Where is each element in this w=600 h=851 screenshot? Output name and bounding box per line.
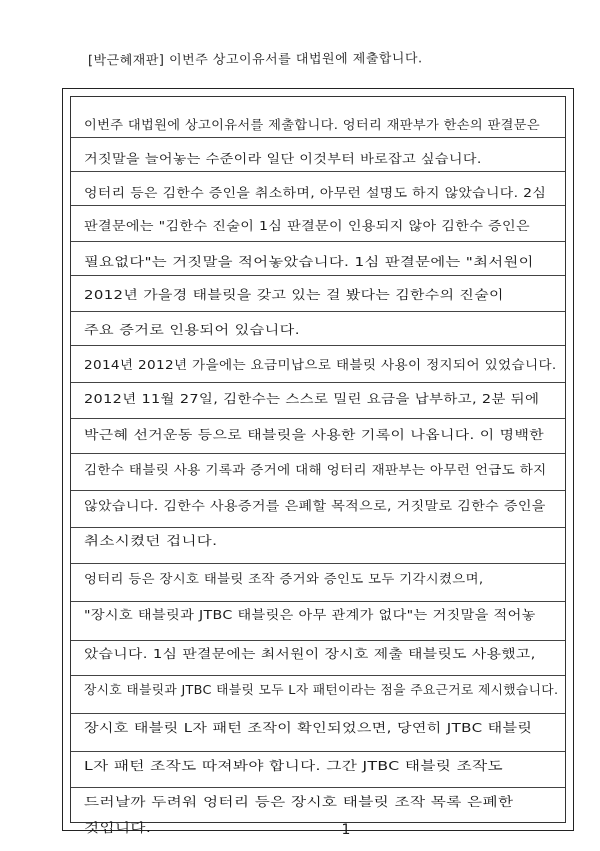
handwritten-line: 엉터리 등은 김한수 증인을 취소하며, 아무런 설명도 하지 않았습니다. 2심 bbox=[84, 185, 547, 200]
handwritten-line: 장시호 태블릿과 JTBC 태블릿 모두 L자 패턴이라는 점을 주요근거로 제시했습니다. bbox=[84, 682, 559, 697]
ruled-line bbox=[71, 563, 565, 564]
ruled-line bbox=[71, 751, 565, 752]
handwritten-line: 않았습니다. 김한수 사용증거를 은폐할 목적으로, 거짓말로 김한수 증인을 bbox=[84, 498, 546, 513]
ruled-line bbox=[71, 640, 565, 641]
ruled-line bbox=[71, 345, 565, 346]
handwritten-line: "장시호 태블릿과 JTBC 태블릿은 아무 관계가 없다"는 거짓말을 적어놓 bbox=[84, 607, 536, 622]
handwritten-line: 판결문에는 "김한수 진술이 1심 판결문이 인용되지 않아 김한수 증인은 bbox=[84, 218, 530, 233]
handwritten-line: 장시호 태블릿 L자 패턴 조작이 확인되었으면, 당연히 JTBC 태블릿 bbox=[84, 720, 533, 735]
ruled-line bbox=[71, 453, 565, 454]
handwritten-line: 2012년 11월 27일, 김한수는 스스로 밀린 요금을 납부하고, 2분 뒤에 bbox=[84, 391, 540, 406]
ruled-line bbox=[71, 490, 565, 491]
page-number: 1 bbox=[341, 822, 351, 838]
handwritten-line: 거짓말을 늘어놓는 수준이라 일단 이것부터 바로잡고 싶습니다. bbox=[84, 151, 482, 166]
ruled-line bbox=[71, 311, 565, 312]
handwritten-line: 김한수 태블릿 사용 기록과 증거에 대해 엉터리 재판부는 아무런 언급도 하지 bbox=[84, 462, 547, 477]
ruled-line bbox=[71, 418, 565, 419]
handwritten-line: 았습니다. 1심 판결문에는 최서원이 장시호 제출 태블릿도 사용했고, bbox=[84, 646, 536, 661]
handwritten-line: L자 패턴 조작도 따져봐야 합니다. 그간 JTBC 태블릿 조작도 bbox=[84, 758, 504, 773]
ruled-line bbox=[71, 241, 565, 242]
ruled-line bbox=[71, 171, 565, 172]
ruled-line bbox=[71, 675, 565, 676]
handwritten-line: 엉터리 등은 장시호 태블릿 조작 증거와 증인도 모두 기각시켰으며, bbox=[84, 571, 484, 586]
handwritten-line: 주요 증거로 인용되어 있습니다. bbox=[84, 322, 300, 337]
ruled-line bbox=[71, 205, 565, 206]
ruled-line bbox=[71, 137, 565, 138]
ruled-line bbox=[71, 275, 565, 276]
ruled-line bbox=[71, 787, 565, 788]
handwritten-line: 박근혜 선거운동 등으로 태블릿을 사용한 기록이 나옵니다. 이 명백한 bbox=[84, 427, 545, 442]
ruled-line bbox=[71, 527, 565, 528]
handwritten-line: 것입니다. bbox=[84, 820, 152, 835]
handwritten-line: 2014년 2012년 가을에는 요금미납으로 태블릿 사용이 정지되어 있었습니다. bbox=[84, 357, 557, 372]
ruled-line bbox=[71, 713, 565, 714]
handwritten-line: 2012년 가을경 태블릿을 갖고 있는 걸 봤다는 김한수의 진술이 bbox=[84, 287, 504, 302]
handwritten-line: 필요없다"는 거짓말을 적어놓았습니다. 1심 판결문에는 "최서원이 bbox=[84, 254, 534, 269]
handwritten-line: 취소시켰던 겁니다. bbox=[84, 533, 218, 548]
handwritten-line: 드러날까 두려워 엉터리 등은 장시호 태블릿 조작 목록 은폐한 bbox=[84, 794, 514, 809]
ruled-line bbox=[71, 601, 565, 602]
document-header: [박근혜재판] 이번주 상고이유서를 대법원에 제출합니다. bbox=[87, 51, 423, 69]
handwritten-line: 이번주 대법원에 상고이유서를 제출합니다. 엉터리 재판부가 한손의 판결문은 bbox=[84, 117, 541, 132]
ruled-line bbox=[71, 382, 565, 383]
